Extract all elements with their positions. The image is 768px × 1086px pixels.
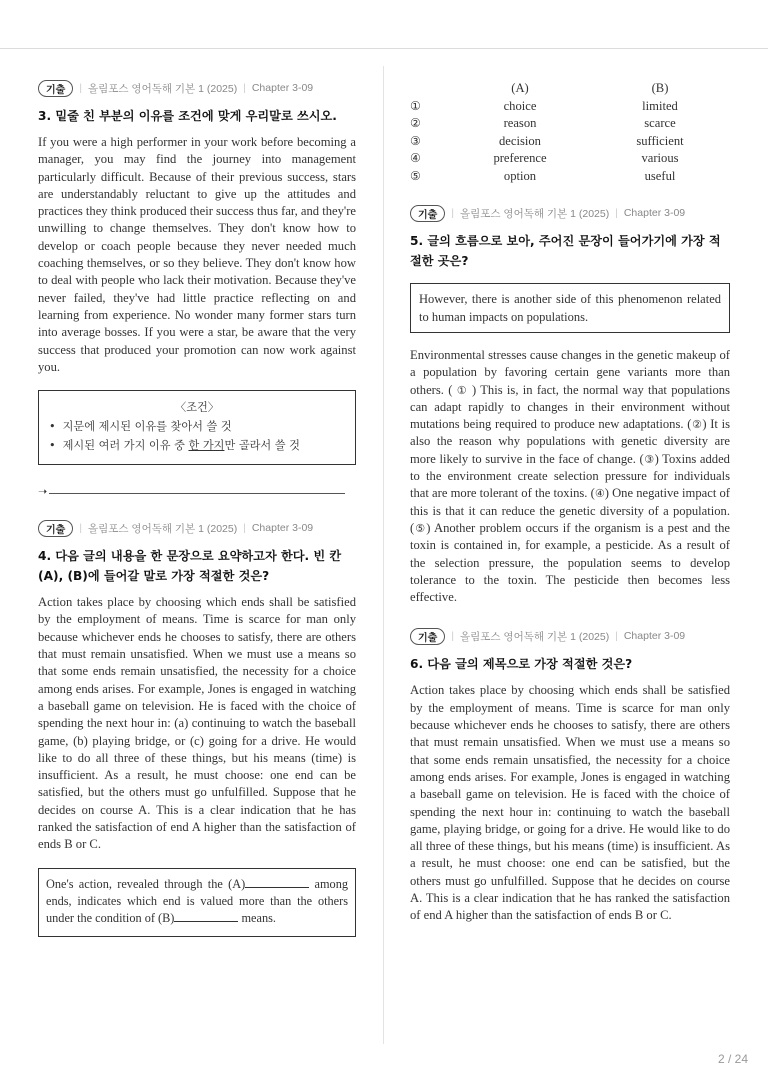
separator: | (615, 207, 618, 219)
condition-title: 〈조건〉 (175, 401, 219, 415)
arrow-icon: ➝ (38, 486, 48, 499)
option-row[interactable]: ① choice limited (410, 98, 678, 113)
q3-answer-line[interactable] (38, 485, 356, 498)
q3-passage: If you were a high performer in your work before becoming a manager, you may find the journey into management particularly difficult. Because of their previous success, stars are understandably reluctant to give up the attitudes and practices they think produced their success thus far, and they're unwilling to change themselves. They don't know how to develop or coach people because they never needed much coaching themselves, or so they believe. They don't know how to deal with people who lack their motivation. Because they've never failed, they've had little practice reflecting on and learning from experience. No wonder many former stars turn into average bosses. If you were a star, be aware that the very success that produced your promotion can now work against you. (38, 135, 356, 374)
q6-title: 6. 다음 글의 제목으로 가장 적절한 것은? (410, 657, 633, 672)
past-exam-badge: 기출 (38, 80, 73, 97)
insertion-mark-2: ② (691, 418, 703, 432)
insertion-mark-5: ⑤ (414, 521, 427, 535)
page-number: 2 / 24 (717, 1052, 748, 1066)
separator: | (79, 82, 82, 94)
insertion-mark-1: ① (456, 383, 468, 397)
condition-item-2: • 제시된 여러 가지 이유 중 한 가지만 골라서 쓸 것 (49, 436, 345, 455)
past-exam-badge: 기출 (38, 520, 73, 537)
past-exam-badge: 기출 (410, 205, 445, 222)
source-label: 올림포스 영어독해 기본 1 (2025) (87, 82, 238, 95)
q4-summary-box: One's action, revealed through the (A) among ends, indicates which end is valued more than the others under the condition of (B) means. (38, 868, 356, 937)
separator: | (615, 630, 618, 642)
left-column (38, 78, 356, 937)
q5-passage: Environmental stresses cause changes in the genetic makeup of a population by favoring certain gene variants more than others. ( ① ) This is, in fact, the normal way that populations can adapt rapidly to changes in their environment without mutations being required to produce new adaptations. (②) It is also the reason why populations with genetic diversity are more likely to survive in the face of change. (③) Toxins added to the environment create selection pressure for individuals that are more tolerant of the toxins. (④) One negative impact of this is that it can reduce the genetic diversity of a population. (⑤) Another problem occurs if the organism is a pest and the toxin is contained in, for example, a pesticide. As a result of the selection pressure, the population seems to develop tolerance to the toxin. The pesticide then becomes less effective. (410, 348, 730, 605)
right-column (410, 80, 730, 925)
q5-source-line (410, 203, 730, 223)
q4-options (410, 80, 730, 185)
option-row[interactable]: ⑤ option useful (410, 168, 676, 183)
top-rule (0, 48, 768, 49)
separator: | (243, 82, 246, 94)
column-divider (383, 66, 384, 1044)
blank-a (245, 878, 309, 888)
q3-source-line (38, 78, 356, 98)
chapter-label: Chapter 3-09 (623, 630, 686, 643)
q6-source-line (410, 626, 730, 646)
q5-title: 5. 글의 흐름으로 보아, 주어진 문장이 들어가기에 가장 적절한 곳은? (410, 234, 721, 268)
chapter-label: Chapter 3-09 (251, 82, 314, 94)
option-row[interactable]: ② reason scarce (410, 116, 676, 130)
source-label: 올림포스 영어독해 기본 1 (2025) (459, 630, 610, 643)
chapter-label: Chapter 3-09 (623, 207, 686, 219)
source-label: 올림포스 영어독해 기본 1 (2025) (87, 522, 238, 535)
separator: | (451, 207, 454, 219)
chapter-label: Chapter 3-09 (251, 522, 314, 535)
q6-passage: Action takes place by choosing which ends shall be satisfied by the employment of means. Time is scarce for man only because whichever ends he chooses to satisfy, there are others that must remain unsatisfied. When we must use a means so that some ends remain unsatisfied, the necessity for a choice among ends arises. For example, Jones is engaged in watching a baseball game on television. He is faced with the choice of spending the next hour in: continuing to watch the baseball game, playing bridge, or going for a drive. He would like to do all three of these things, but his means (time) is insufficient. As a result, he must choose: one end can be satisfied, but the others must go unfulfilled. Suppose that he decides on course A. This is a clear indication that he has ranked the satisfaction of end A higher than the satisfaction of ends B or C. (410, 683, 730, 923)
header-b: (B) (651, 81, 669, 95)
q5-given-sentence-box: However, there is another side of this phenomenon related to human impacts on populations. (410, 283, 730, 333)
separator: | (243, 522, 246, 534)
q4-passage: Action takes place by choosing which ends shall be satisfied by the employment of means. Time is scarce for man only because whichever ends he chooses to satisfy, there are others that must remain unsatisfied. When we must use a means so that some ends remain unsatisfied, the necessity for a choice among ends arises. For example, Jones is engaged in watching a baseball game on television. He is faced with the choice of spending the next hour in: (a) continuing to watch the baseball game, (b) playing bridge, or (c) going for a drive. He would like to do all three of these things, but his means (time) is insufficient. As a result, he must choose: one end can be satisfied, but the others must go unfulfilled. Suppose that he decides on course A. This is a clear indication that he has ranked the satisfaction of end A higher than the satisfaction of ends B or C. (38, 595, 356, 852)
source-label: 올림포스 영어독해 기본 1 (2025) (459, 207, 610, 220)
answer-underline (49, 493, 345, 494)
insertion-mark-4: ④ (594, 487, 605, 501)
past-exam-badge: 기출 (410, 628, 445, 645)
separator: | (451, 630, 454, 642)
header-a: (A) (511, 81, 529, 95)
option-row[interactable]: ③ decision sufficient (410, 133, 684, 148)
option-row[interactable]: ④ preference various (410, 151, 679, 165)
q4-title: 4. 다음 글의 내용을 한 문장으로 요약하고자 한다. 빈 칸 (A), (B)에 들어갈 말로 가장 적절한 것은? (38, 549, 342, 584)
condition-item-1: • 지문에 제시된 이유를 찾아서 쓸 것 (49, 417, 345, 436)
separator: | (79, 522, 82, 534)
q3-condition-box (38, 390, 356, 465)
q3-title: 3. 밑줄 친 부분의 이유를 조건에 맞게 우리말로 쓰시오. (38, 109, 337, 123)
blank-b (174, 912, 238, 922)
condition-underline: 한 가지 (188, 439, 225, 453)
insertion-mark-3: ③ (643, 452, 655, 466)
options-header (410, 80, 730, 98)
q4-source-line (38, 518, 356, 538)
